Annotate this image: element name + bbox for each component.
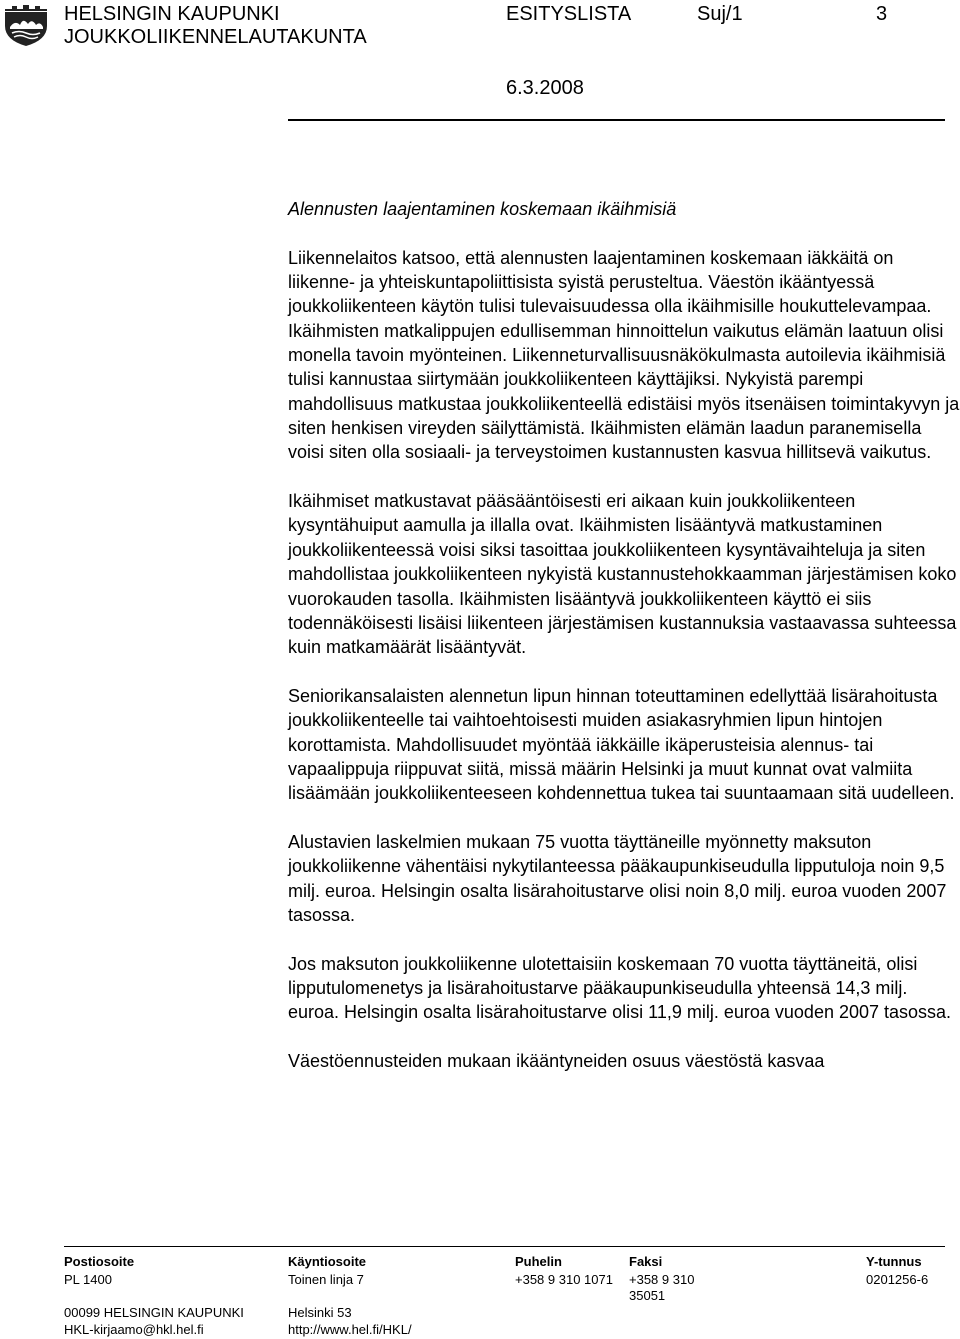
footer-label-business-id: Y-tunnus [866,1254,922,1269]
document-type: ESITYSLISTA [506,3,632,25]
website-link[interactable]: http://www.hel.fi/HKL/ [288,1322,412,1337]
business-id: 0201256-6 [866,1272,929,1287]
footer-label-phone: Puhelin [515,1254,562,1269]
document-date: 6.3.2008 [506,77,584,99]
footer-label-postal: Postiosoite [64,1254,135,1269]
page-number: 3 [876,3,888,25]
board-name: JOUKKOLIIKENNELAUTAKUNTA [64,26,367,48]
section-code: Suj/1 [697,3,743,25]
fax-number-line1: +358 9 310 [629,1272,695,1287]
footer-label-visiting: Käyntiosoite [288,1254,367,1269]
body-paragraph: Liikennelaitos katsoo, että alennusten laajentaminen koskemaan iäkkäitä on liikenne- ja yhteiskuntapoliittisista syistä perusteltua. Väestön ikääntyessä joukkoliikenteen käytön tulisi tulevaisuudessa olla ikäihmisille houkuttelevampaa. Ikäihmisten matkalippujen edullisemman hinnoittelun vaikutus elämän laatuun olisi monella tavoin myönteinen. Liikenneturvallisuusnäkökulmasta autoilevia ikäihmisiä tulisi kannustaa siirtymään joukkoliikenteen käyttäjiksi. Nykyistä parempi mahdollisuus matkustaa joukkoliikenteellä edistäisi myös itsenäisen toimintakyvyn ja siten henkisen vireyden säilyttämistä. Ikäihmisten elämän laadun paranemisella voisi siten olla sosiaali- ja terveystoimen kustannusten kasvua hillitsevä vaikutus. [288,247,960,463]
phone-number: +358 9 310 1071 [515,1272,613,1287]
postal-box: PL 1400 [64,1272,112,1287]
body-paragraph: Alustavien laskelmien mukaan 75 vuotta täyttäneille myönnetty maksuton joukkoliikenne vähentäisi nykytilanteessa pääkaupunkiseudulla lipputuloja noin 9,5 milj. euroa. Helsingin osalta lisärahoitustarve olisi noin 8,0 milj. euroa vuoden 2007 tasossa. [288,831,947,925]
body-paragraph: Jos maksuton joukkoliikenne ulotettaisiin koskemaan 70 vuotta täyttäneitä, olisi lipputulomenetys ja lisärahoitustarve pääkaupunkiseudulla yhteensä 14,3 milj. euroa. Helsingin osalta lisärahoitustarve olisi 11,9 milj. euroa vuoden 2007 tasossa. [288,953,952,1023]
body-paragraph: Ikäihmiset matkustavat pääsääntöisesti eri aikaan kuin joukkoliikenteen kysyntähuiput aamulla ja illalla ovat. Ikäihmisten lisääntyvä matkustaminen joukkoliikenteessä voisi siksi tasoittaa joukkoliikenteen kysyntävaihteluja ja siten mahdollistaa joukkoliikenteen nykyistä kustannustehokkaamman järjestämisen koko vuorokauden tasolla. Ikäihmisten lisääntyvä joukkoliikenteen käyttö ei siis todennäköisesti lisäisi liikenteen järjestämisen kustannuksia vastaavassa suhteessa kuin matkamäärät lisääntyvät. [288,491,957,658]
fax-number-line2: 35051 [629,1288,666,1303]
email-link[interactable]: HKL-kirjaamo@hkl.hel.fi [64,1322,204,1337]
body-paragraph: Seniorikansalaisten alennetun lipun hinnan toteuttaminen edellyttää lisärahoitusta joukkoliikenteelle tai vaihtoehtoisesti muiden asiakasryhmien lipun hintojen korottamista. Mahdollisuudet myöntää iäkkäille ikäperusteisia alennus- tai vapaalippuja riippuvat siitä, missä määrin Helsinki ja muut kunnat ovat valmiita lisäämään joukkoliikenteeseen kohdennettua tukea tai suuntaamaan sitä uudelleen. [288,685,955,804]
section-heading: Alennusten laajentaminen koskemaan ikäihmisiä [288,199,677,219]
organization-name: HELSINGIN KAUPUNKI [64,3,280,25]
visiting-street: Toinen linja 7 [288,1272,364,1287]
footer-label-fax: Faksi [629,1254,663,1269]
footer-divider [64,1246,945,1247]
postal-city: 00099 HELSINGIN KAUPUNKI [64,1305,244,1320]
helsinki-crest-logo [2,2,50,48]
header-divider [288,119,945,121]
body-paragraph: Väestöennusteiden mukaan ikääntyneiden osuus väestöstä kasvaa [288,1051,825,1072]
document-body [288,197,960,1073]
visiting-city: Helsinki 53 [288,1305,352,1320]
